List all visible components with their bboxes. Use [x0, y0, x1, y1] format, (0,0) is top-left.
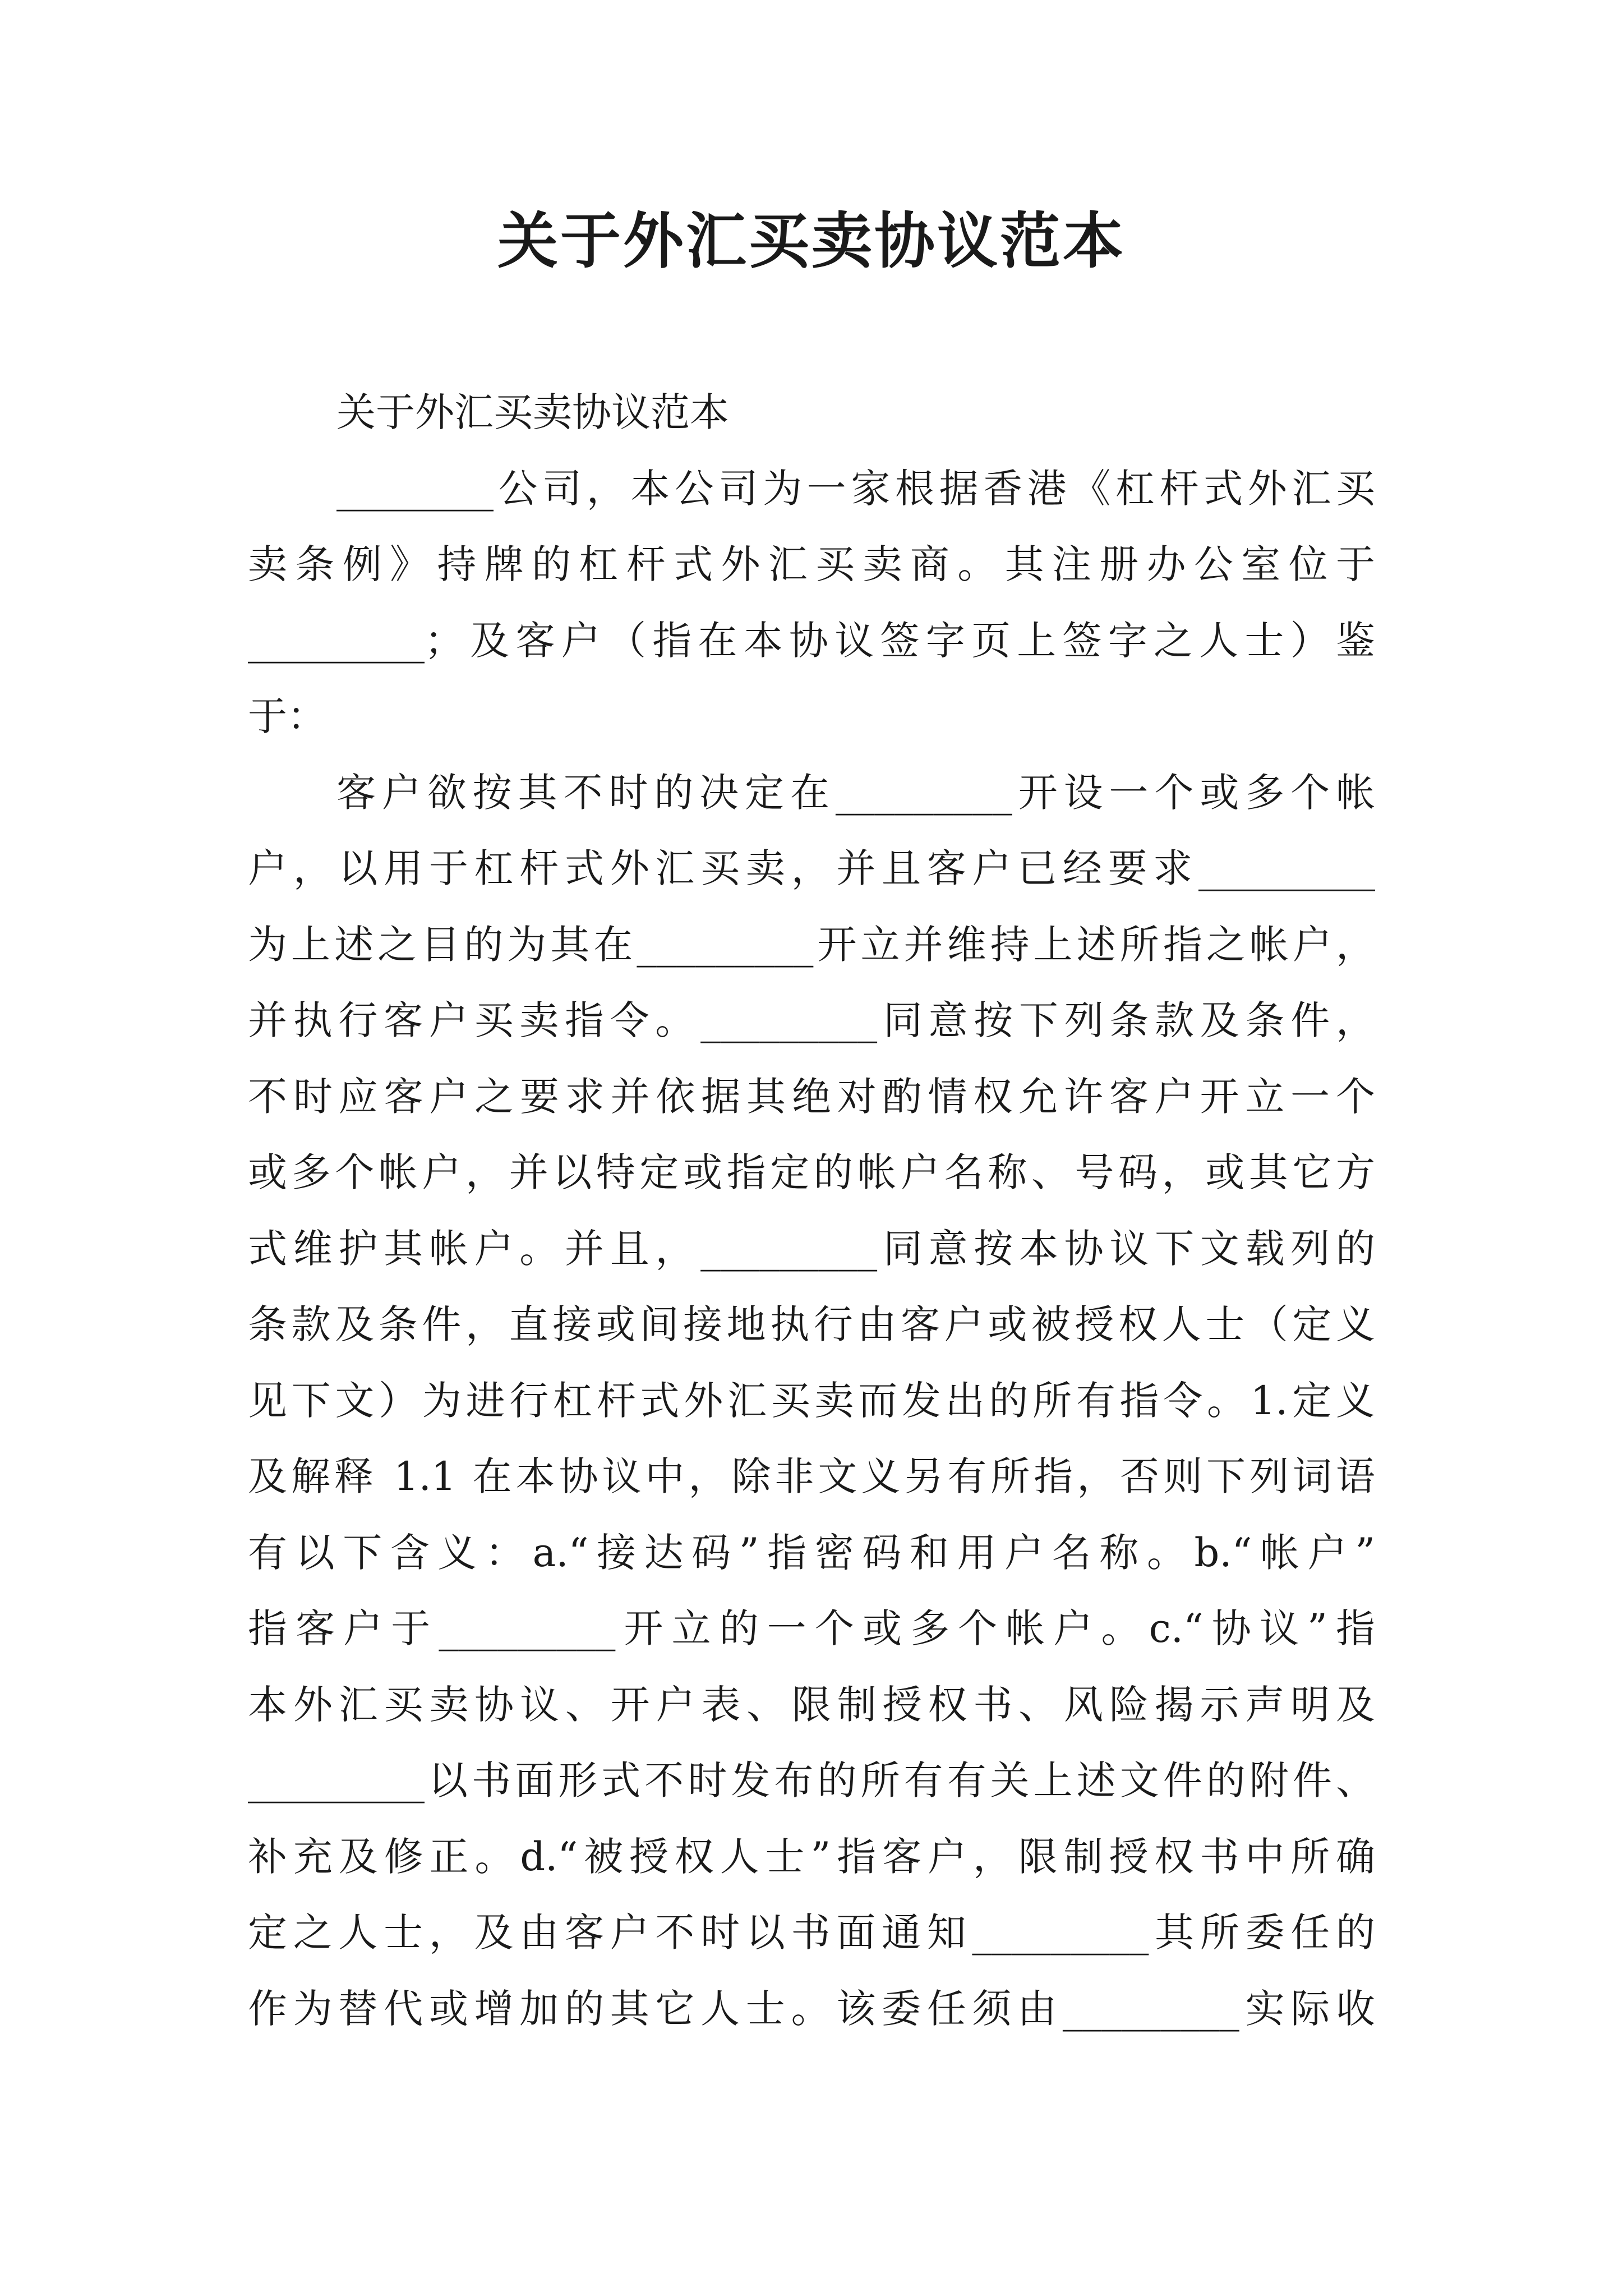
paragraph-line: 见下文）为进行杠杆式外汇买卖而发出的所有指令。1.定义 — [248, 1377, 1375, 1424]
paragraph-line: 条款及条件，直接或间接地执行由客户或被授权人士（定义 — [248, 1301, 1375, 1347]
document-body — [248, 375, 1375, 2047]
paragraph-line: 户，以用于杠杆式外汇买卖，并且客户已经要求_________ — [248, 845, 1375, 891]
paragraph-line: 补充及修正。d.“被授权人士”指客户，限制授权书中所确 — [248, 1833, 1375, 1880]
paragraph-line: 有以下含义：a.“接达码”指密码和用户名称。b.“帐户” — [248, 1529, 1375, 1576]
document-title: 关于外汇买卖协议范本 — [497, 206, 1126, 277]
paragraph-line: 定之人士，及由客户不时以书面通知_________其所委任的 — [248, 1910, 1375, 1955]
paragraph-line: 于： — [248, 693, 326, 739]
paragraph-line: 为上述之目的为其在_________开立并维持上述所指之帐户， — [248, 921, 1375, 968]
paragraph-line: 关于外汇买卖协议范本 — [336, 389, 729, 435]
paragraph-line: ________公司，本公司为一家根据香港《杠杆式外汇买 — [336, 465, 1375, 512]
paragraph-line: 客户欲按其不时的决定在_________开设一个或多个帐 — [336, 769, 1375, 816]
paragraph-line: 并执行客户买卖指令。_________同意按下列条款及条件， — [248, 997, 1375, 1043]
paragraph-line: 不时应客户之要求并依据其绝对酌情权允许客户开立一个 — [248, 1073, 1375, 1120]
paragraph-line: _________；及客户（指在本协议签字页上签字之人士）鉴 — [248, 617, 1375, 664]
paragraph-line: 本外汇买卖协议、开户表、限制授权书、风险揭示声明及 — [248, 1681, 1375, 1728]
paragraph-line: _________以书面形式不时发布的所有有关上述文件的附件、 — [248, 1757, 1375, 1803]
paragraph-line: 及解释 1.1 在本协议中，除非文义另有所指，否则下列词语 — [248, 1453, 1375, 1499]
paragraph-line: 式维护其帐户。并且，_________同意按本协议下文载列的 — [248, 1225, 1375, 1272]
paragraph-line: 卖条例》持牌的杠杆式外汇买卖商。其注册办公室位于 — [248, 541, 1375, 587]
paragraph-line: 作为替代或增加的其它人士。该委任须由_________实际收 — [248, 1985, 1375, 2032]
paragraph-line: 指客户于_________开立的一个或多个帐户。c.“协议”指 — [248, 1605, 1375, 1651]
paragraph-line: 或多个帐户，并以特定或指定的帐户名称、号码，或其它方 — [248, 1149, 1375, 1195]
